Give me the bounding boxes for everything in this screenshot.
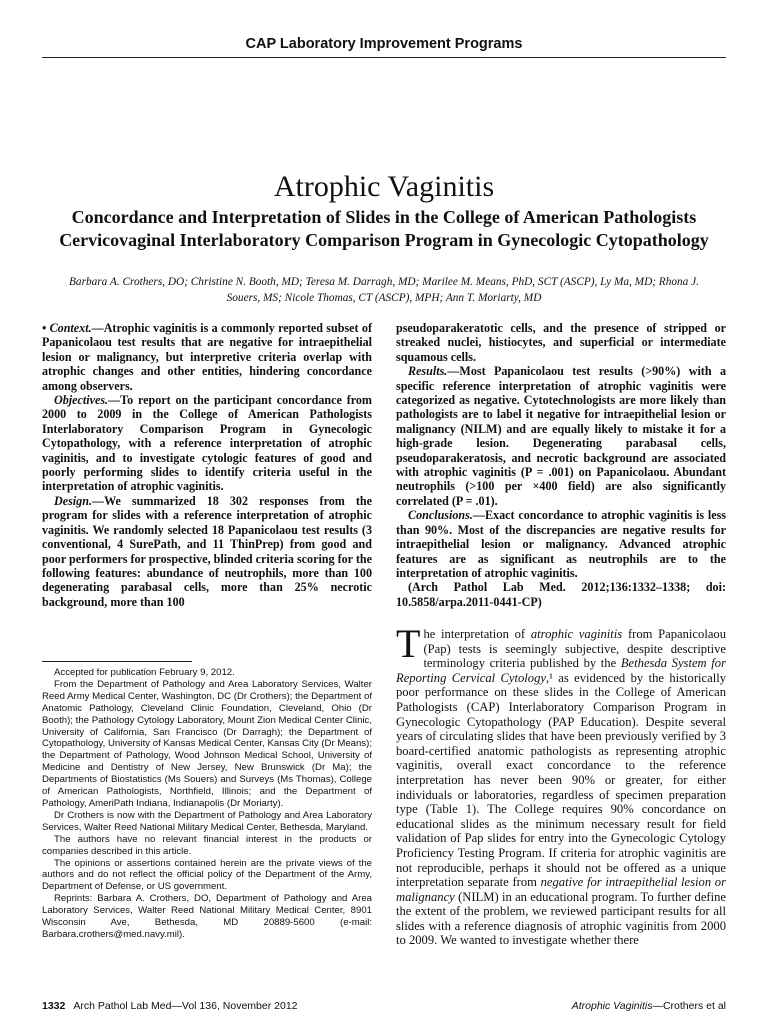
journal-info: Arch Pathol Lab Med—Vol 136, November 2012 bbox=[73, 1000, 298, 1012]
objectives-label: Objectives.— bbox=[54, 393, 121, 408]
body-text-italic: atrophic vaginitis bbox=[530, 627, 623, 641]
objectives-text: To report on the participant concordance from 2000 to 2009 in the College of American Pathologists Interlaboratory Comparison Program in Gynecologic Cytopathology, with a reference interpretation of atrophic vaginitis, and to investigate cytologic features of good and poorly performing slides to identify criteria useful in the interpretation of atrophic vaginitis. bbox=[42, 393, 372, 494]
body-text-column bbox=[396, 621, 727, 948]
design-label: Design.— bbox=[54, 493, 105, 508]
footnote-reprints: Reprints: Barbara A. Crothers, DO, Department of Pathology and Area Laboratory Services, Walter Reed National Military Medical Center, 8901 Wisconsin Ave, Bethesda, MD 20889-5600 (e-mail: Barbara.crothers@med.navy.mil). bbox=[42, 893, 372, 940]
conclusions-text: Exact concordance to atrophic vaginitis is less than 90%. Most of the discrepancies are negative results for intraepithelial lesion or malignancy. Advanced atrophic features are as significant as neutrophils are to the interpretation of atrophic vaginitis. bbox=[396, 508, 726, 580]
abstract-conclusions bbox=[396, 508, 726, 580]
footnote-accepted: Accepted for publication February 9, 2012. bbox=[54, 667, 235, 678]
body-text: from Papanicolaou (Pap) tests is seemingly subjective, despite descriptive terminology criteria published by the bbox=[423, 627, 727, 671]
design-text: We summarized 18 302 responses from the program for slides with a reference interpretation of atrophic vaginitis. We randomly selected 18 Papanicolaou test results (3 conventional, 4 SurePath, and 11 ThinPrep) from good and poor performers for prospective, blinded criteria scoring for the following features: abundance of neutrophils, more than 100 degenerating parabasal cells, more than 25% necrotic background, more than 100 bbox=[42, 493, 372, 609]
running-header: CAP Laboratory Improvement Programs bbox=[245, 36, 523, 52]
context-label: • Context.— bbox=[42, 321, 104, 335]
header-rule bbox=[42, 57, 726, 58]
abstract-citation: (Arch Pathol Lab Med. 2012;136:1332–1338; doi: 10.5858/arpa.2011-0441-CP) bbox=[396, 580, 726, 609]
abstract-design bbox=[42, 494, 372, 609]
results-text: Most Papanicolaou test results (>90%) with a specific reference interpretation of atrophic vaginitis were categorized as negative. Cytotechnologists are more likely than pathologists are to label it negative for intraepithelial lesion or malignancy (NILM) and are equally likely to mistake it for a high-grade lesion. Degenerating parabasal cells, pseudoparakeratosis, and necrotic background are associated with atrophic vaginitis (P = .001) on Papanicolaou. Abundant neutrophils (>100 per ×400 field) are also significantly correlated (P = .01). bbox=[396, 364, 726, 508]
abstract-right-column bbox=[396, 321, 726, 609]
footnote-disclaimer: The opinions or assertions contained herein are the private views of the authors and do not reflect the official policy of the Department of the Army, Department of Defense, or US government. bbox=[42, 857, 372, 893]
body-text: he interpretation of bbox=[423, 627, 531, 641]
context-text: Atrophic vaginitis is a commonly reported subset of Papanicolaou test results that are negative for intraepithelial lesion or malignancy, but interpretive criteria overlap with atrophic changes and other entities, hindering concordance among observers. bbox=[42, 321, 372, 393]
footnote-rule bbox=[42, 661, 192, 662]
article-title: Atrophic Vaginitis bbox=[273, 170, 495, 203]
footnote-affiliations: From the Department of Pathology and Area Laboratory Services, Walter Reed Army Medical Center, Washington, DC (Dr Crothers); the Department of Anatomic Pathology, Cleveland Clinic Foundation, Cleveland, Ohio (Dr Booth); the Pathology Cytology Laboratory, Mount Zion Medical Center Clinic, University of California, San Francisco (Dr Darragh); the Department of Cytopathology, University of Kansas Medical Center, Kansas City (Dr Means); the Department of Pathology, Wood Johnson Medical School, University of Medicine and Dentistry of New Jersey, New Brunswick (Dr Ma); the Departments of Biostatistics (Ms Souers) and Surveys (Ms Thomas), College of American Pathologists, Northfield, Illinois; and the Department of Pathology, AmeriPath Indiana, Indianapolis (Dr Moriarty). bbox=[42, 678, 372, 809]
footnote-current-affiliation: Dr Crothers is now with the Department of Pathology and Area Laboratory Services, Walter Reed National Military Medical Center, Bethesda, Maryland. bbox=[42, 809, 372, 833]
body-text-italic: Bethesda System for Reporting Cervical Cytology bbox=[396, 656, 726, 685]
running-authors: —Crothers et al bbox=[652, 1000, 726, 1012]
body-text: (NILM) in an educational program. To further define the extent of the problem, we reviewed participant results for all slides with a reference diagnosis of atrophic vaginitis from 2000 to 2009. We wanted to investigate whether there bbox=[396, 889, 726, 948]
page-footer-right bbox=[396, 1000, 726, 1012]
page-footer-left bbox=[42, 1000, 298, 1012]
page-number: 1332 bbox=[42, 1000, 66, 1012]
abstract-design-continued: pseudoparakeratotic cells, and the presence of stripped or streaked nuclei, histiocytes, and superficial or intermediate squamous cells. bbox=[396, 321, 726, 364]
footnote-financial-interest: The authors have no relevant financial interest in the products or companies described in this article. bbox=[42, 833, 372, 857]
body-text: ,¹ as evidenced by the historically poor performance on these slides in the College of American Pathologists (CAP) Interlaboratory Comparison Program in Gynecologic Cytopathology (PAP Education). Despite several years of circulating slides that have been previously verified by 3 board-certified anatomic pathologists as representing atrophic vaginitis, overall exact concordance to the reference interpretation has never been 90% or greater, for either individuals or laboratories, regardless of specimen preparation type (Table 1). The College requires 90% concordance on educational slides as the minimum necessary result for field validation of Pap slides for entry into the Gynecologic Cytology Proficiency Testing Program. If criteria for atrophic vaginitis are not reproducible, perhaps it should not be offered as a unique interpretation separate from bbox=[396, 670, 727, 890]
abstract-context bbox=[42, 321, 372, 393]
running-title: Atrophic Vaginitis bbox=[571, 1000, 653, 1012]
abstract-objectives bbox=[42, 393, 372, 494]
abstract-left-column bbox=[42, 321, 372, 609]
author-list: Barbara A. Crothers, DO; Christine N. Booth, MD; Teresa M. Darragh, MD; Marilee M. Means, PhD, SCT (ASCP), Ly Ma, MD; Rhona J. Souers, MS; Nicole Thomas, CT (ASCP), MPH; Ann T. Moriarty, MD bbox=[69, 276, 699, 304]
conclusions-label: Conclusions.— bbox=[408, 508, 485, 523]
article-subtitle: Concordance and Interpretation of Slides in the College of American Pathologists Cervicovaginal Interlaboratory Comparison Program in Gynecologic Cytopathology bbox=[59, 207, 709, 250]
abstract-results bbox=[396, 364, 726, 508]
drop-cap: T bbox=[396, 621, 421, 666]
body-text-italic: negative for intraepithelial lesion or malignancy bbox=[396, 875, 727, 904]
footnotes bbox=[42, 667, 372, 941]
results-label: Results.— bbox=[408, 364, 460, 379]
